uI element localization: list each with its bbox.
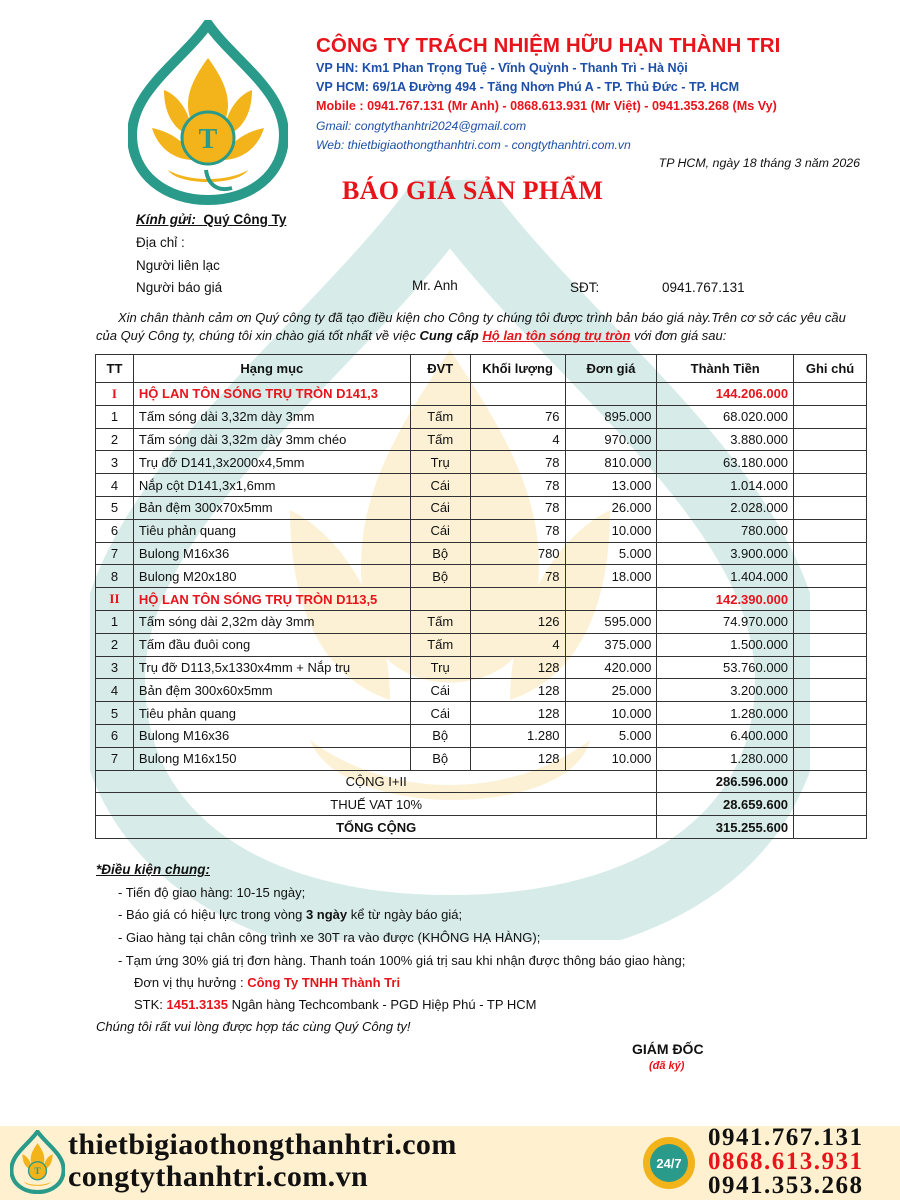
kinh-gui-label: Kính gửi: [136,212,196,227]
condition-text: - Tiến độ giao hàng: 10-15 ngày; [118,885,306,900]
section-unit-empty [410,588,470,611]
row-unit: Tấm [410,633,470,656]
row-qty: 76 [470,405,565,428]
table-row [96,702,867,725]
logo-letter: T [198,124,218,155]
row-number: 1 [96,405,134,428]
table-row [96,747,867,770]
kinh-gui-value: Quý Công Ty [203,212,287,227]
condition-item [118,907,462,922]
row-amount: 63.180.000 [657,451,794,474]
footer-phone-1[interactable]: 0941.767.131 [708,1124,864,1151]
beneficiary-value: Công Ty TNHH Thành Tri [247,975,401,990]
row-number: 1 [96,610,134,633]
row-qty: 78 [470,451,565,474]
table-row [96,542,867,565]
intro-tail: với đơn giá sau: [630,328,727,343]
row-amount: 780.000 [657,519,794,542]
conditions-title: *Điều kiện chung: [96,862,211,877]
row-number: 5 [96,702,134,725]
intro-bold: Cung cấp [419,328,479,343]
table-row [96,610,867,633]
condition-text: - Giao hàng tại chân công trình xe 30T ra vào được (KHÔNG HẠ HÀNG); [118,930,541,945]
signed-note: (đã ký) [649,1060,685,1072]
table-row [96,428,867,451]
section-qty-empty [470,588,565,611]
address-label: Địa chỉ : [136,235,185,250]
row-note [794,724,867,747]
office-hcm: VP HCM: 69/1A Đường 494 - Tăng Nhơn Phú A - TP. Thủ Đức - TP. HCM [316,80,740,94]
email-line[interactable]: Gmail: congtythanhtri2024@gmail.com [316,119,527,133]
row-note [794,565,867,588]
row-item: Tấm sóng dài 3,32m dày 3mm [133,405,410,428]
row-qty: 1.280 [470,724,565,747]
row-price: 970.000 [565,428,657,451]
section-unit-empty [410,383,470,406]
summary-note [794,793,867,816]
row-price: 375.000 [565,633,657,656]
row-amount: 68.020.000 [657,405,794,428]
row-qty: 78 [470,496,565,519]
row-unit: Trụ [410,451,470,474]
row-number: 3 [96,451,134,474]
row-number: 5 [96,496,134,519]
row-note [794,428,867,451]
stk-bank: Ngân hàng Techcombank - PGD Hiệp Phú - TP HCM [227,997,537,1012]
row-note [794,610,867,633]
row-unit: Cái [410,702,470,725]
condition-bold: 3 ngày [305,907,348,922]
row-qty: 128 [470,702,565,725]
section-total: 142.390.000 [657,588,794,611]
table-row [96,519,867,542]
thanks-line: Chúng tôi rất vui lòng được hợp tác cùng Quý Công ty! [96,1019,411,1034]
row-item: Bulong M16x36 [133,724,410,747]
company-logo [128,20,288,205]
row-item: Tấm sóng dài 2,32m dày 3mm [133,610,410,633]
row-amount: 1.014.000 [657,474,794,497]
row-note [794,633,867,656]
intro-text: Xin chân thành cảm ơn Quý công ty đã tạo điều kiện cho Công ty chúng tôi được trình bản báo giá này.Trên cơ sở các yêu cầu của Quý Công ty, chúng tôi xin chào giá tốt nhất về việc [96,310,846,343]
row-note [794,451,867,474]
web-line[interactable]: Web: thietbigiaothongthanhtri.com - congtythanhtri.com.vn [316,138,631,152]
row-item: Bulong M16x150 [133,747,410,770]
row-unit: Cái [410,679,470,702]
phone-label: SĐT: [570,280,600,295]
row-price: 26.000 [565,496,657,519]
section-note-empty [794,383,867,406]
section-note-empty [794,588,867,611]
quote-table [95,354,867,839]
row-item: Tiêu phản quang [133,519,410,542]
row-unit: Cái [410,519,470,542]
footer-phone-2[interactable]: 0868.613.931 [708,1148,864,1175]
row-amount: 1.500.000 [657,633,794,656]
row-item: Trụ đỡ D141,3x2000x4,5mm [133,451,410,474]
condition-item [118,953,685,968]
row-amount: 3.200.000 [657,679,794,702]
summary-value: 28.659.600 [657,793,794,816]
table-row [96,724,867,747]
col-unit: ĐVT [410,355,470,383]
table-header-row [96,355,867,383]
stk-value: 1451.3135 [166,997,228,1012]
footer-site-1[interactable]: thietbigiaothongthanhtri.com [68,1128,457,1161]
table-row [96,679,867,702]
row-qty: 128 [470,747,565,770]
row-qty: 78 [470,474,565,497]
col-tt: TT [96,355,134,383]
col-item: Hạng mục [133,355,410,383]
condition-text: - Tạm ứng 30% giá trị đơn hàng. Thanh toán 100% giá trị sau khi nhận được thông báo giao hàng; [118,953,686,968]
row-qty: 78 [470,519,565,542]
footer-site-2[interactable]: congtythanhtri.com.vn [68,1160,369,1193]
col-amount: Thành Tiền [657,355,794,383]
row-number: 4 [96,679,134,702]
beneficiary [134,975,400,990]
table-row [96,405,867,428]
row-amount: 53.760.000 [657,656,794,679]
phone-value: 0941.767.131 [662,280,745,295]
row-unit: Bộ [410,542,470,565]
table-row [96,633,867,656]
row-note [794,702,867,725]
row-item: Tấm sóng dài 3,32m dày 3mm chéo [133,428,410,451]
row-item: Trụ đỡ D113,5x1330x4mm + Nắp trụ [133,656,410,679]
row-qty: 78 [470,565,565,588]
row-unit: Cái [410,496,470,519]
row-item: Bản đệm 300x70x5mm [133,496,410,519]
row-unit: Tấm [410,405,470,428]
row-price: 5.000 [565,542,657,565]
row-unit: Trụ [410,656,470,679]
col-note: Ghi chú [794,355,867,383]
condition-item [118,930,540,945]
row-note [794,542,867,565]
summary-row [96,770,867,793]
mobile-numbers: Mobile : 0941.767.131 (Mr Anh) - 0868.613.931 (Mr Việt) - 0941.353.268 (Ms Vy) [316,99,777,113]
row-amount: 1.404.000 [657,565,794,588]
badge-24-7: 24/7 [656,1156,682,1171]
quoter-label: Người báo giá [136,280,223,295]
row-number: 2 [96,428,134,451]
row-number: 4 [96,474,134,497]
condition-text: - Báo giá có hiệu lực trong vòng [118,907,306,922]
summary-row [96,816,867,839]
quote-date: TP HCM, ngày 18 tháng 3 năm 2026 [658,156,860,170]
row-item: Bulong M16x36 [133,542,410,565]
row-note [794,405,867,428]
section-price-empty [565,383,657,406]
row-amount: 3.880.000 [657,428,794,451]
director-title: GIÁM ĐỐC [632,1041,704,1057]
row-unit: Cái [410,474,470,497]
section-number: II [96,588,134,611]
summary-note [794,770,867,793]
row-price: 810.000 [565,451,657,474]
row-unit: Bộ [410,565,470,588]
row-number: 8 [96,565,134,588]
row-unit: Tấm [410,610,470,633]
footer-logo-letter: T [34,1166,41,1178]
row-price: 10.000 [565,519,657,542]
row-number: 7 [96,542,134,565]
row-note [794,496,867,519]
row-price: 25.000 [565,679,657,702]
row-price: 18.000 [565,565,657,588]
row-item: Tiêu phản quang [133,702,410,725]
intro-paragraph [96,309,866,345]
section-name: HỘ LAN TÔN SÓNG TRỤ TRÒN D141,3 [133,383,410,406]
row-number: 6 [96,724,134,747]
row-amount: 2.028.000 [657,496,794,519]
row-amount: 74.970.000 [657,610,794,633]
row-item: Nắp cột D141,3x1,6mm [133,474,410,497]
row-price: 420.000 [565,656,657,679]
summary-label: THUẾ VAT 10% [96,793,657,816]
condition-tail: kể từ ngày báo giá; [347,907,463,922]
row-number: 6 [96,519,134,542]
summary-label: TỔNG CỘNG [96,816,657,839]
row-number: 7 [96,747,134,770]
summary-label: CỘNG I+II [96,770,657,793]
col-price: Đơn giá [565,355,657,383]
row-unit: Tấm [410,428,470,451]
quoter-name: Mr. Anh [412,278,458,293]
row-price: 895.000 [565,405,657,428]
row-amount: 3.900.000 [657,542,794,565]
row-amount: 1.280.000 [657,747,794,770]
row-qty: 4 [470,633,565,656]
section-row [96,588,867,611]
row-price: 5.000 [565,724,657,747]
phone-24-7-icon [642,1136,696,1190]
stk-label: STK: [134,997,167,1012]
section-total: 144.206.000 [657,383,794,406]
row-note [794,656,867,679]
row-qty: 780 [470,542,565,565]
beneficiary-label: Đơn vị thụ hưởng : [134,975,248,990]
table-row [96,496,867,519]
row-note [794,474,867,497]
contact-label: Người liên lạc [136,258,220,273]
summary-note [794,816,867,839]
summary-value: 286.596.000 [657,770,794,793]
row-price: 595.000 [565,610,657,633]
footer-logo [10,1130,65,1194]
table-row [96,656,867,679]
footer-phone-3[interactable]: 0941.353.268 [708,1172,864,1199]
row-item: Bulong M20x180 [133,565,410,588]
row-note [794,679,867,702]
row-amount: 6.400.000 [657,724,794,747]
intro-product: Hộ lan tôn sóng trụ tròn [482,328,631,343]
col-qty: Khối lượng [470,355,565,383]
row-price: 10.000 [565,747,657,770]
office-hanoi: VP HN: Km1 Phan Trọng Tuệ - Vĩnh Quỳnh - Thanh Trì - Hà Nội [316,61,688,75]
row-note [794,519,867,542]
section-row [96,383,867,406]
row-item: Tấm đầu đuôi cong [133,633,410,656]
table-row [96,565,867,588]
section-price-empty [565,588,657,611]
table-row [96,451,867,474]
row-note [794,747,867,770]
row-number: 3 [96,656,134,679]
document-title: BÁO GIÁ SẢN PHẨM [342,176,604,205]
company-name: CÔNG TY TRÁCH NHIỆM HỮU HẠN THÀNH TRI [316,34,781,57]
row-number: 2 [96,633,134,656]
table-row [96,474,867,497]
row-item: Bản đệm 300x60x5mm [133,679,410,702]
kinh-gui [136,212,286,227]
row-qty: 126 [470,610,565,633]
section-number: I [96,383,134,406]
condition-item [118,885,305,900]
bank-account [134,997,537,1012]
row-amount: 1.280.000 [657,702,794,725]
row-unit: Bộ [410,724,470,747]
summary-row [96,793,867,816]
summary-value: 315.255.600 [657,816,794,839]
section-qty-empty [470,383,565,406]
row-price: 10.000 [565,702,657,725]
row-unit: Bộ [410,747,470,770]
row-qty: 4 [470,428,565,451]
section-name: HỘ LAN TÔN SÓNG TRỤ TRÒN D113,5 [133,588,410,611]
row-qty: 128 [470,656,565,679]
row-price: 13.000 [565,474,657,497]
row-qty: 128 [470,679,565,702]
